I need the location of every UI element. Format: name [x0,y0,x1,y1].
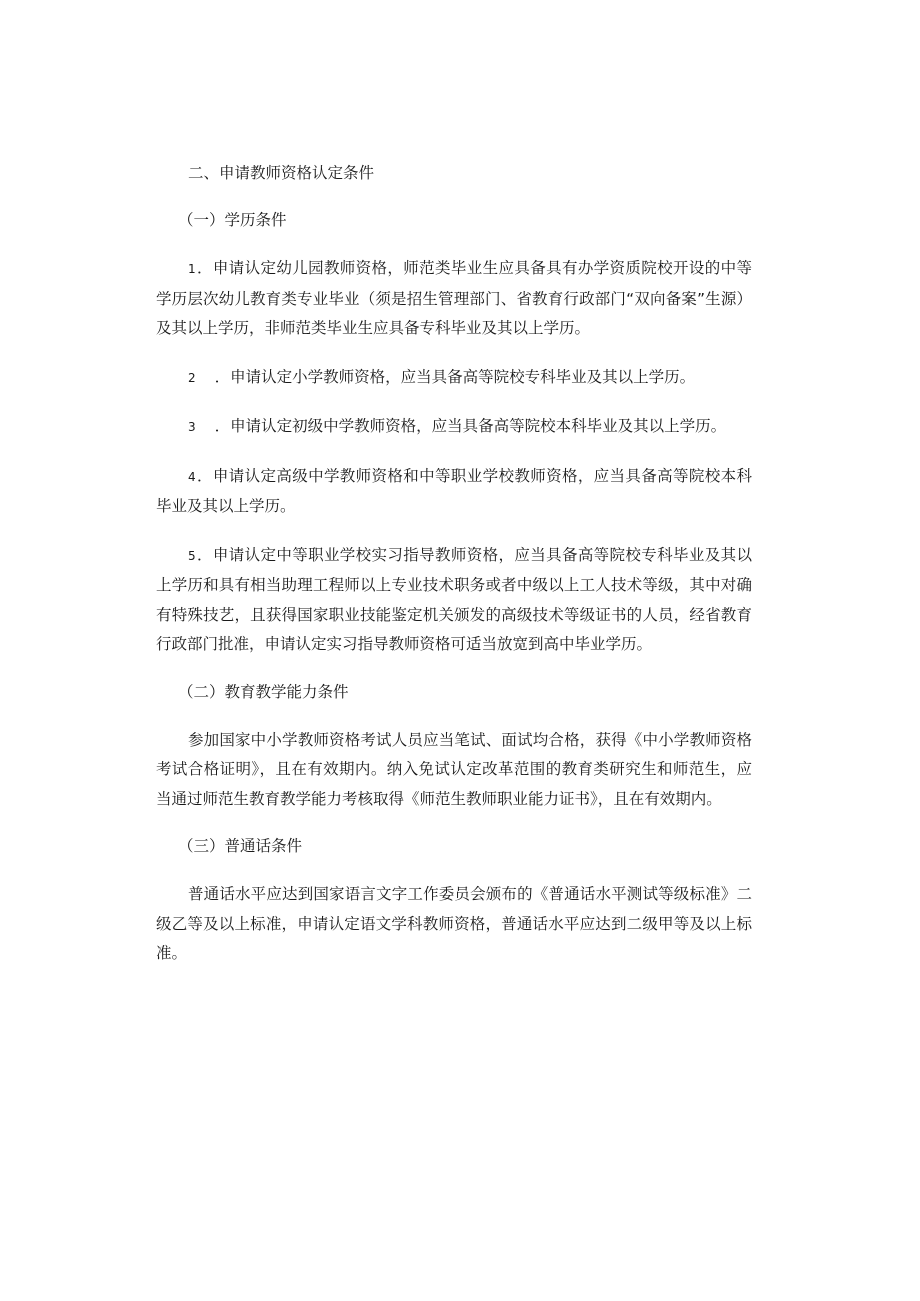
item-text: ．申请认定初级中学教师资格，应当具备高等院校本科毕业及其以上学历。 [214,417,727,435]
item-number: 4 [188,469,197,484]
subsection-mandarin: （三）普通话条件 [178,837,303,855]
subsection-education: （一）学历条件 [178,211,287,229]
subsection-teaching-ability: （二）教育教学能力条件 [178,682,349,701]
item-number: 3 [188,420,197,434]
item-text: ．申请认定中等职业学校实习指导教师资格，应当具备高等院校专科毕业及其以上学历和具有相当助理工程师以上专业技术职务或者中级以上工人技术等级，其中对确有特殊技艺，且获得国家职业技能鉴定机关颁发的高级技术等级证书的人员，经省教育行政部门批准，申请认定实习指导教师资格可适当放宽到高中毕业学历。 [156,545,752,653]
document-body [156,160,752,988]
list-item [156,254,752,344]
section-title: 二、申请教师资格认定条件 [188,164,375,182]
paragraph-teaching-ability: 参加国家中小学教师资格考试人员应当笔试、面试均合格，获得《中小学教师资格考试合格证明》，且在有效期内。纳入免试认定改革范围的教育类研究生和师范生，应当通过师范生教育教学能力考核取得《师范生教师职业能力证书》，且在有效期内。 [156,730,752,808]
item-text: ．申请认定小学教师资格，应当具备高等院校专科毕业及其以上学历。 [214,367,696,386]
list-item [156,541,752,660]
item-text: ．申请认定高级中学教师资格和中等职业学校教师资格，应当具备高等院校本科毕业及其以上学历。 [156,466,752,515]
item-number: 5 [188,548,197,563]
item-number: 1 [188,262,197,276]
paragraph-mandarin: 普通话水平应达到国家语言文字工作委员会颁布的《普通话水平测试等级标准》二级乙等及以上标准，申请认定语文学科教师资格，普通话水平应达到二级甲等及以上标准。 [156,885,752,962]
list-item [156,363,752,394]
list-item [156,412,752,443]
item-number: 2 [188,370,197,385]
item-text: ．申请认定幼儿园教师资格，师范类毕业生应具备具有办学资质院校开设的中等学历层次幼儿教育类专业毕业（须是招生管理部门、省教育行政部门“双向备案”生源）及其以上学历，非师范类毕业生应具备专科毕业及其以上学历。 [156,259,752,337]
list-item [156,462,752,522]
